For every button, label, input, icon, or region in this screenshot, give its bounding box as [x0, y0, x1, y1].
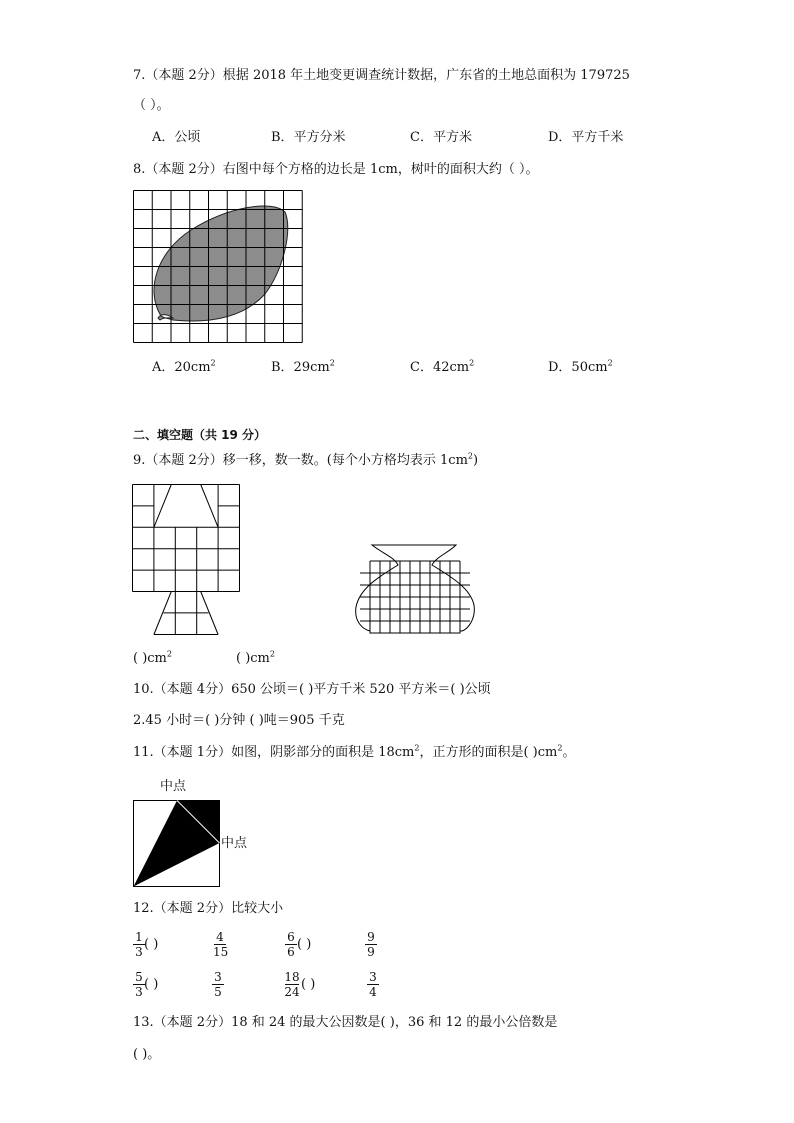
shaded-triangle [134, 801, 220, 887]
q8-option-b: B．$29cm^2$ [271, 358, 335, 375]
vase-outline [356, 545, 475, 633]
q10-line1: 10.（本题 4分）650 公顷＝( )平方千米 520 平方米＝( )公顷 [133, 682, 491, 697]
grid-line [201, 485, 218, 528]
vase-grid-figure [352, 543, 478, 635]
q8-stem: 8.（本题 2分）右图中每个方格的边长是 1cm，树叶的面积大约（ ）。 [133, 162, 539, 177]
house-grid-figure [132, 484, 242, 636]
q12-blank-2[interactable]: ( ) [297, 937, 312, 952]
q9-answer-right[interactable]: ( )$cm^2$ [236, 649, 275, 666]
q7-option-d: D．平方千米 [548, 130, 624, 145]
leaf-shape [154, 206, 288, 321]
q12-blank-3[interactable]: ( ) [144, 977, 159, 992]
q9-answer-left[interactable]: ( )$cm^2$ [133, 649, 172, 666]
q12-frac-3b: 3 5 [211, 970, 225, 999]
house-lower-triangle [154, 592, 218, 635]
leaf-grid-figure [133, 190, 303, 344]
house-upper-grid [133, 485, 240, 592]
square-figure [133, 800, 223, 888]
q12-frac-3a: 5 3 [132, 970, 146, 999]
q12-frac-2b: 9 9 [364, 930, 378, 959]
q12-blank-4[interactable]: ( ) [301, 977, 316, 992]
q12-stem: 12.（本题 2分）比较大小 [133, 901, 284, 916]
q7-option-b: B．平方分米 [271, 130, 346, 145]
vase-grid [360, 561, 470, 633]
q11-stem: 11.（本题 1分）如图，阴影部分的面积是 $18cm^2$，正方形的面积是( )$cm^2$。 [133, 743, 576, 760]
q13-stem-cont: ( )。 [133, 1047, 161, 1062]
q8-option-c: C．$42cm^2$ [410, 358, 475, 375]
q7-stem-cont: （ ）。 [133, 98, 170, 113]
q7-option-a: A．公顷 [152, 130, 201, 145]
q12-frac-4a: 18 24 [284, 970, 300, 999]
q10-line2: 2.45 小时＝( )分钟 ( )吨＝905 千克 [133, 713, 345, 728]
q8-option-a: A．$20cm^2$ [152, 358, 216, 375]
q9-stem: 9.（本题 2分）移一移，数一数。(每个小方格均表示 $1cm^2$) [133, 451, 479, 468]
q12-frac-1a: 1 3 [132, 930, 146, 959]
q13-stem: 13.（本题 2分）18 和 24 的最大公因数是( )，36 和 12 的最小公倍数是 [133, 1015, 558, 1030]
q7-stem: 7.（本题 2分）根据 2018 年土地变更调查统计数据，广东省的土地总面积为 179725 [133, 68, 630, 83]
section-title: 二、填空题（共 19 分） [133, 428, 267, 442]
q8-option-d: D．$50cm^2$ [548, 358, 613, 375]
q12-frac-4b: 3 4 [366, 970, 380, 999]
grid-line [154, 485, 171, 528]
q7-option-c: C．平方米 [410, 130, 472, 145]
q11-label-right: 中点 [221, 836, 248, 851]
q12-frac-1b: 4 15 [213, 930, 229, 959]
q11-label-top: 中点 [160, 779, 187, 794]
q12-frac-2a: 6 6 [284, 930, 298, 959]
q12-blank-1[interactable]: ( ) [144, 937, 159, 952]
